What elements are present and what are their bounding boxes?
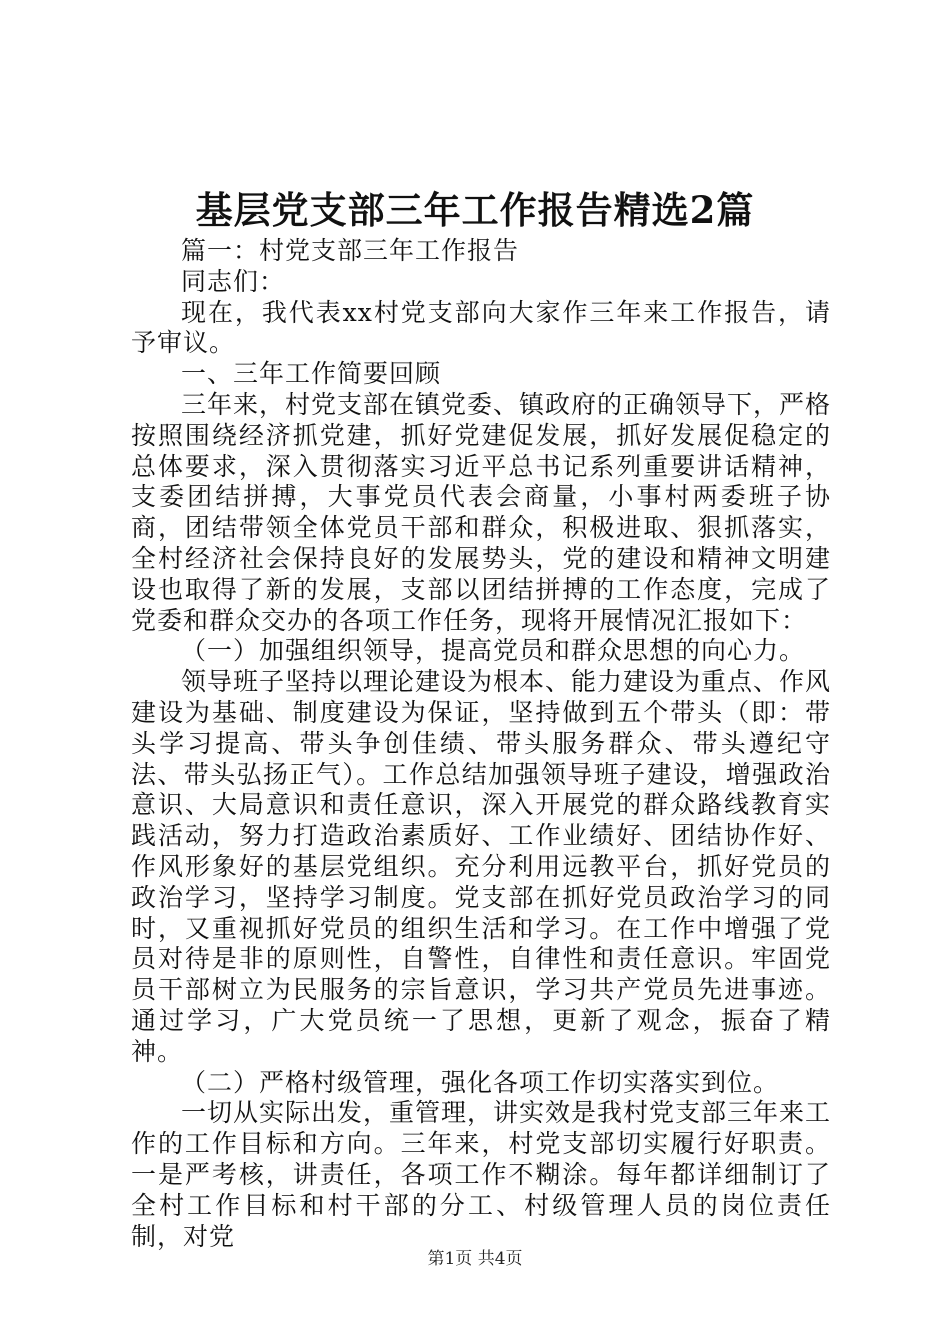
document-title: 基层党支部三年工作报告精选2篇 — [195, 188, 755, 232]
section-heading: 篇一：村党支部三年工作报告 — [181, 236, 520, 265]
document-body — [131, 236, 831, 1252]
paragraph: 一切从实际出发，重管理，讲实效是我村党支部三年来工作的工作目标和方向。三年来，村党支部切实履行好职责。一是严考核，讲责任，各项工作不糊涂。每年都详细制订了全村工作目标和村干部的分工、村级管理人员的岗位责任制，对党 — [131, 1098, 832, 1251]
salutation: 同志们： — [181, 266, 286, 296]
subsection-heading: （一）加强组织领导，提高党员和群众思想的向心力。 — [181, 636, 806, 666]
paragraph: 三年来，村党支部在镇党委、镇政府的正确领导下，严格按照围绕经济抓党建，抓好党建促发展，抓好发展促稳定的总体要求，深入贯彻落实习近平总书记系列重要讲话精神，支委团结拼搏，大事党员代表会商量，小事村两委班子协商，团结带领全体党员干部和群众，积极进取、狠抓落实，全村经济社会保持良好的发展势头，党的建设和精神文明建设也取得了新的发展，支部以团结拼搏的工作态度，完成了党委和群众交办的各项工作任务，现将开展情况汇报如下： — [131, 389, 832, 635]
subsection-heading: （二）严格村级管理，强化各项工作切实落实到位。 — [181, 1067, 780, 1097]
paragraph: 领导班子坚持以理论建设为根本、能力建设为重点、作风建设为基础、制度建设为保证，坚持做到五个带头（即：带头学习提高、带头争创佳绩、带头服务群众、带头遵纪守法、带头弘扬正气）。工作总结加强领导班子建设，增强政治意识、大局意识和责任意识，深入开展党的群众路线教育实践活动，努力打造政治素质好、工作业绩好、团结协作好、作风形象好的基层党组织。充分利用远教平台，抓好党员的政治学习，坚持学习制度。党支部在抓好党员政治学习的同时，又重视抓好党员的组织生活和学习。在工作中增强了党员对待是非的原则性，自警性，自律性和责任意识。牢固党员干部树立为民服务的宗旨意识，学习共产党员先进事迹。通过学习，广大党员统一了思想，更新了观念，振奋了精神。 — [131, 667, 832, 1066]
page-footer: 第1页 共4页 — [427, 1249, 523, 1269]
paragraph: 现在，我代表xx村党支部向大家作三年来工作报告，请予审议。 — [131, 297, 831, 358]
section-heading: 一、三年工作简要回顾 — [181, 359, 442, 389]
